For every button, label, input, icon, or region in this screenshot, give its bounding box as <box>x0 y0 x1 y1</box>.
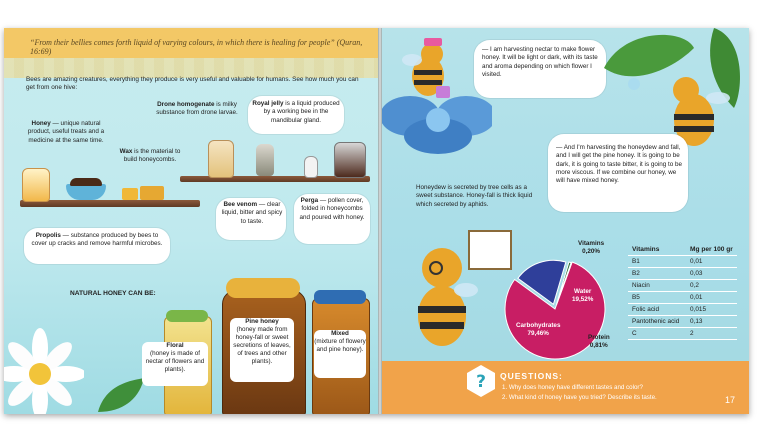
bee-venom-term: Bee venom <box>223 201 258 208</box>
propolis-description <box>28 232 166 249</box>
wax-block <box>140 186 164 200</box>
vitamins-table <box>628 244 737 340</box>
honey-description <box>24 120 108 145</box>
carbs-label-text: Carbohydrates <box>516 322 561 329</box>
right-page <box>382 28 749 414</box>
vitamin-name-cell: B2 <box>628 268 686 280</box>
honey-jar <box>22 168 50 202</box>
wax-block <box>122 188 138 200</box>
table-row <box>628 292 737 304</box>
vitamin-value-cell: 0,13 <box>686 316 737 328</box>
vitamins-label-value: 0,20% <box>582 248 600 256</box>
vitamins-pie-label <box>578 240 604 257</box>
honeydew-text: Honeydew is secreted by tree cells as a sweet substance. Honey-fall is thick liquid which secreted by aphids. <box>416 184 533 208</box>
vitamin-value-cell: 0,01 <box>686 292 737 304</box>
perga-description <box>298 197 366 222</box>
water-label-value: 19,52% <box>572 296 594 304</box>
bee-with-bucket-illustration <box>398 34 460 104</box>
pine-honey-text: (honey made from honey-fall or sweet secretions of leaves, of trees and other plants). <box>233 326 291 365</box>
bee-venom-text: — clear liquid, bitter and spicy to taste. <box>221 201 283 225</box>
vitamin-value-cell: 0,2 <box>686 280 737 292</box>
question-2: 2. What kind of honey have you tried? Describe its taste. <box>502 394 657 401</box>
table-header-vitamins: Vitamins <box>628 244 686 256</box>
honey-text: — unique natural product, useful treats and a medicine at the same time. <box>27 120 105 144</box>
floral-text: (honey is made of nectar of flowers and plants). <box>145 350 205 373</box>
table-row <box>628 328 737 340</box>
honeycomb-pattern <box>4 58 378 78</box>
wax-description <box>116 148 184 165</box>
table-row <box>628 280 737 292</box>
vitamin-name-cell: C <box>628 328 686 340</box>
daisy-flower-illustration <box>4 326 84 414</box>
vitamin-name-cell: Niacin <box>628 280 686 292</box>
table-header-mg: Mg per 100 gr <box>686 244 737 256</box>
page-number: 17 <box>724 395 735 405</box>
propolis-bowl <box>66 184 106 200</box>
mixed-jar-lid <box>314 290 366 304</box>
leaf-illustration <box>96 376 146 414</box>
table-header-row <box>628 244 737 256</box>
protein-label-value: 0,81% <box>589 342 608 350</box>
table-row <box>628 304 737 316</box>
vitamin-name-cell: Folic acid <box>628 304 686 316</box>
nectar-bee-speech: — I am harvesting nectar to make flower honey. It will be light or dark, with its taste and aroma depending on which flower I visited. <box>482 46 598 78</box>
vitamin-name-cell: Pantothenic acid <box>628 316 686 328</box>
royal-jelly-term: Royal jelly <box>252 100 284 107</box>
perga-term: Perga <box>300 197 319 204</box>
mixed-honey-label <box>314 330 366 378</box>
propolis-term: Propolis <box>35 232 61 239</box>
table-row <box>628 256 737 268</box>
pine-honey-title: Pine honey <box>245 318 279 325</box>
protein-pie-label <box>588 334 610 351</box>
propolis-pieces <box>70 178 102 186</box>
water-label-text: Water <box>574 288 592 295</box>
honey-term: Honey <box>31 120 51 127</box>
drone-bottle <box>208 140 234 178</box>
floral-jar-lid <box>166 310 208 322</box>
vitamins-label-text: Vitamins <box>578 240 605 247</box>
carbs-label-value: 79,46% <box>527 330 549 338</box>
vitamin-value-cell: 0,015 <box>686 304 737 316</box>
venom-vial <box>304 156 318 178</box>
bee-venom-description <box>220 201 284 226</box>
vitamin-name-cell: B5 <box>628 292 686 304</box>
wax-text: is the material to build honeycombs. <box>123 148 181 164</box>
drone-term: Drone homogenate <box>157 101 215 108</box>
question-1: 1. Why does honey have different tastes and color? <box>502 384 643 391</box>
drone-description <box>154 101 240 118</box>
royal-jelly-description <box>252 100 340 125</box>
quran-quote: “From their bellies comes forth liquid of varying colours, in which there is healing for people” (Quran, 16:69) <box>30 38 363 56</box>
left-page <box>4 28 378 414</box>
water-pie-label <box>572 288 593 305</box>
intro-text: Bees are amazing creatures, everything they produce is very useful and valuable for humans. See how much you can get from one hive: <box>26 76 359 92</box>
vitamin-value-cell: 0,01 <box>686 256 737 268</box>
drone-text: is milky substance from drone larvae. <box>156 101 238 117</box>
floral-label <box>142 342 208 386</box>
carbs-pie-label <box>516 322 560 339</box>
question-mark-icon <box>466 364 496 398</box>
royal-jelly-jar <box>256 144 274 176</box>
questions-title: QUESTIONS: <box>500 371 563 381</box>
wax-term: Wax <box>119 148 133 155</box>
perga-jar <box>334 142 366 178</box>
mixed-title: Mixed <box>331 330 349 337</box>
pine-jar-lid <box>226 278 300 298</box>
natural-honey-heading: NATURAL HONEY CAN BE: <box>70 290 156 297</box>
perga-text: — pollen cover, folded in honeycombs and poured with honey. <box>299 197 365 221</box>
propolis-text: — substance produced by bees to cover up cracks and remove harmful microbes. <box>31 232 163 248</box>
svg-text:?: ? <box>476 372 486 392</box>
protein-label-text: Protein <box>588 334 610 341</box>
floral-title: Floral <box>166 342 184 349</box>
vitamin-name-cell: B1 <box>628 256 686 268</box>
royal-jelly-text: is a liquid produced by a working bee in the mandibular gland. <box>263 100 340 124</box>
pine-honey-label <box>230 318 294 382</box>
vitamin-value-cell: 2 <box>686 328 737 340</box>
table-row <box>628 268 737 280</box>
vitamin-value-cell: 0,03 <box>686 268 737 280</box>
pine-bee-speech: — And I'm harvesting the honeydew and fall, and I will get the pine honey. It is going to be dark, it is going to taste bitter, it is going to be more viscous. If we combine our honey, we will have mixed honey. <box>556 144 683 185</box>
open-book <box>4 28 749 414</box>
mixed-text: (mixture of flowery and pine honey). <box>314 338 366 353</box>
table-row <box>628 316 737 328</box>
